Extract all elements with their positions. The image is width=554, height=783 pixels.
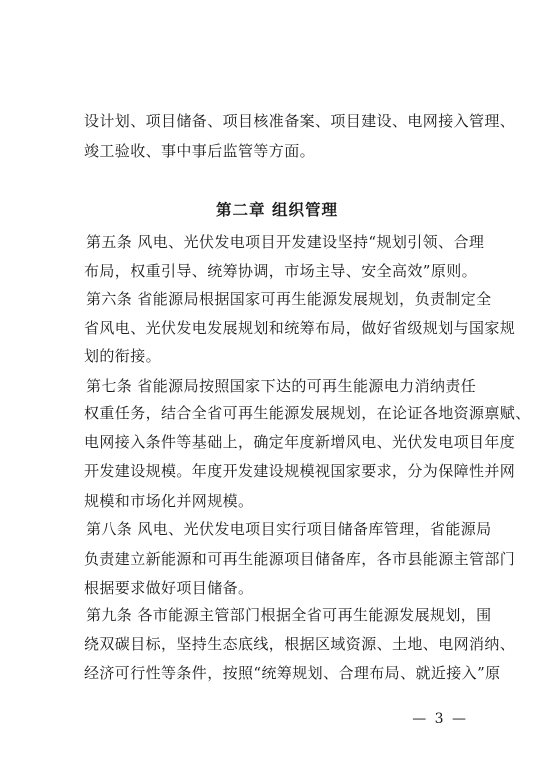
article-8-line-1: 第八条 风电、光伏发电项目实行项目储备库管理，省能源局	[86, 520, 492, 538]
article-7-line-4: 开发建设规模。年度开发建设规模视国家要求，分为保障性并网	[84, 462, 516, 480]
intro-line-2: 竣工验收、事中事后监管等方面。	[84, 142, 316, 160]
page-number: — 3 —	[412, 711, 468, 727]
article-7-line-5: 规模和市场化并网规模。	[84, 492, 254, 510]
article-8-line-2: 负责建立新能源和可再生能源项目储备库，各市县能源主管部门	[84, 550, 516, 568]
article-7-line-2: 权重任务，结合全省可再生能源发展规划，在论证各地资源禀赋、	[84, 404, 531, 422]
article-7-line-3: 电网接入条件等基础上，确定年度新增风电、光伏发电项目年度	[84, 433, 516, 451]
article-9-line-3: 经济可行性等条件，按照“统筹规划、合理布局、就近接入”原	[84, 664, 501, 682]
article-6-line-3: 划的衔接。	[84, 347, 162, 365]
article-9-line-2: 绕双碳目标，坚持生态底线，根据区域资源、土地、电网消纳、	[84, 635, 516, 653]
article-5-line-1: 第五条 风电、光伏发电项目开发建设坚持“规划引领、合理	[86, 233, 485, 251]
article-7-line-1: 第七条 省能源局按照国家下达的可再生能源电力消纳责任	[86, 377, 477, 395]
article-6-line-1: 第六条 省能源局根据国家可再生能源发展规划，负责制定全	[86, 290, 492, 308]
chapter-heading: 第二章 组织管理	[216, 201, 338, 219]
article-8-line-3: 根据要求做好项目储备。	[84, 579, 254, 597]
article-5-line-2: 布局，权重引导、统筹协调，市场主导、安全高效”原则。	[84, 262, 478, 280]
article-6-line-2: 省风电、光伏发电发展规划和统筹布局，做好省级规划与国家规	[84, 319, 516, 337]
article-9-line-1: 第九条 各市能源主管部门根据全省可再生能源发展规划，围	[86, 606, 492, 624]
intro-line-1: 设计划、项目储备、项目核准备案、项目建设、电网接入管理、	[84, 112, 516, 130]
